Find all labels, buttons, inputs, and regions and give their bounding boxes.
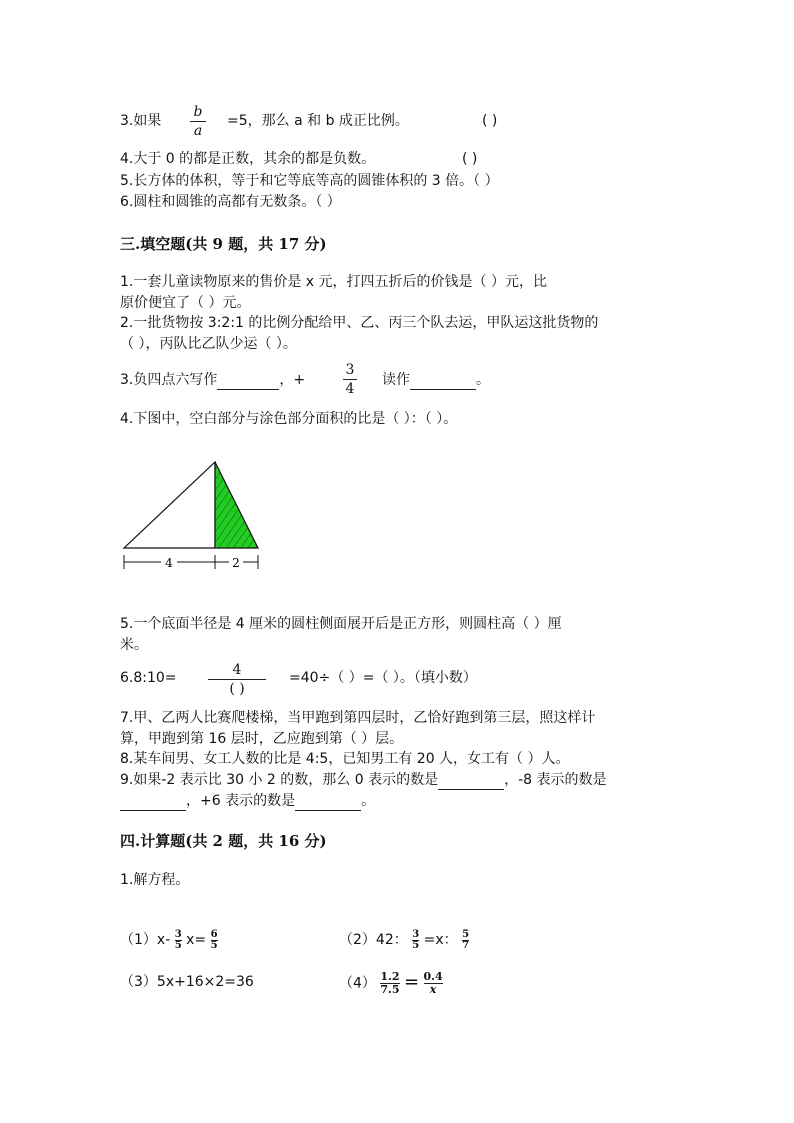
equation-2-fraction-1: $\frac{3}{5}$: [412, 928, 420, 951]
section-title-calculation: 四.计算题(共 2 题，共 16 分): [120, 832, 327, 850]
fill-q3-blank-2[interactable]: [410, 389, 476, 390]
judge-q6: 6.圆柱和圆锥的高都有无数条。（ ）: [120, 194, 341, 210]
equation-4-fraction-1: $\frac{1.2}{7.5}$: [380, 970, 400, 996]
fill-q3-blank-1[interactable]: [217, 389, 279, 390]
fill-q6-fraction: 4 ( ): [208, 662, 266, 697]
equation-1: $(1)x- \frac{3}{5} x= \frac{6}{5}$: [120, 928, 218, 951]
judge-q3: 3.如果: [120, 113, 162, 129]
fill-q7-line2: 算，甲跑到第 16 层时，乙应跑到第（ ）层。: [120, 731, 404, 747]
fill-q5-line1: 5.一个底面半径是 4 厘米的圆柱侧面展开后是正方形，则圆柱高（ ）厘: [120, 616, 562, 632]
section-title-fill-in: 三.填空题(共 9 题，共 17 分): [120, 235, 327, 253]
fill-q3: 3.负四点六写作 ，+: [120, 372, 306, 388]
triangle-figure: [115, 455, 270, 575]
calc-q1: 1.解方程。: [120, 872, 190, 888]
equation-2-fraction-2: $\frac{5}{7}$: [462, 928, 470, 951]
fill-q3-read: 读作 。: [382, 372, 490, 388]
shaded-triangle-region: [215, 462, 258, 548]
label-right-length: 2: [232, 556, 240, 570]
judge-q3-answer-paren[interactable]: ( ): [482, 113, 498, 129]
fill-q7-line1: 7.甲、乙两人比赛爬楼梯，当甲跑到第四层时，乙恰好跑到第三层，照这样计: [120, 710, 596, 726]
equation-2: （2）42： $\frac{3}{5} =x$： $\frac{5}{7}$: [339, 928, 470, 951]
label-left-length: 4: [165, 556, 173, 570]
judge-q4: 4.大于 0 的都是正数，其余的都是负数。: [120, 151, 376, 167]
fill-q2-line2: （ ），丙队比乙队少运（ ）。: [120, 336, 297, 352]
fill-q5-line2: 米。: [120, 637, 148, 653]
fill-q9-blank-1[interactable]: [438, 789, 504, 790]
equation-4-fraction-2: $\frac{0.4}{x}$: [423, 970, 443, 996]
equation-1-fraction-1: $\frac{3}{5}$: [174, 928, 182, 951]
fill-q8: 8.某车间男、女工人数的比是 4:5，已知男工有 20 人，女工有（ ）人。: [120, 751, 570, 767]
fill-q4: 4.下图中，空白部分与涂色部分面积的比是（ ）：（ ）。: [120, 411, 458, 427]
white-triangle-region: [124, 462, 215, 548]
fill-q9-blank-2[interactable]: [120, 810, 186, 811]
equation-1-fraction-2: $\frac{6}{5}$: [210, 928, 218, 951]
fill-q9-blank-3[interactable]: [295, 810, 361, 811]
fill-q6-suffix: =40÷（ ）=（ ）。（填小数）: [289, 670, 477, 686]
fill-q2-line1: 2.一批货物按 3:2:1 的比例分配给甲、乙、丙三个队去运，甲队运这批货物的: [120, 315, 599, 331]
fill-q1-line1: 1.一套儿童读物原来的售价是 x 元，打四五折后的价钱是（ ）元，比: [120, 274, 547, 290]
fill-q6-prefix: 6.8:10=: [120, 670, 177, 686]
fill-q1-line2: 原价便宜了（ ）元。: [120, 295, 251, 311]
equation-3: （3）5x+16×2=36: [120, 974, 254, 990]
fill-q9-line2: ，+6 表示的数是 。: [120, 791, 375, 811]
judge-q3-statement: =5，那么 a 和 b 成正比例。: [227, 113, 409, 129]
judge-q4-answer-paren[interactable]: ( ): [462, 151, 478, 167]
judge-q5: 5.长方体的体积，等于和它等底等高的圆锥体积的 3 倍。（ ）: [120, 173, 499, 189]
equation-4: $(4) \frac{1.2}{7.5} = \frac{0.4}{x}$: [339, 970, 443, 996]
judge-q3-fraction: b a: [190, 104, 206, 139]
fill-q3-fraction: 3 4: [343, 362, 357, 397]
fill-q9-line1: 9.如果-2 表示比 30 小 2 的数，那么 0 表示的数是 ，-8 表示的数是: [120, 772, 607, 788]
